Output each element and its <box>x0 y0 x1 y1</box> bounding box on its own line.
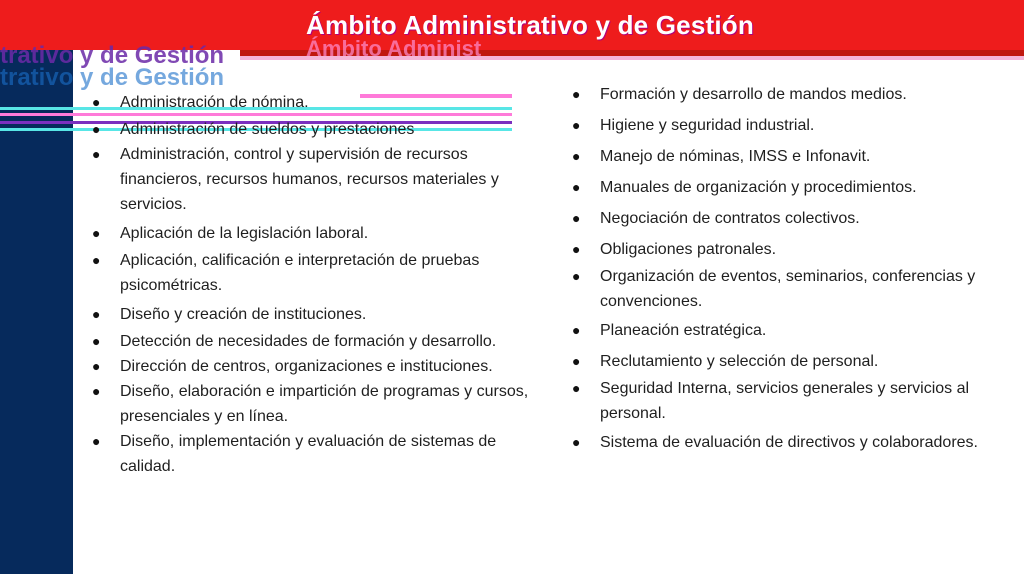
list-item: ● Diseño y creación de instituciones. <box>90 300 530 329</box>
list-item: ● Manejo de nóminas, IMSS e Infonavit. <box>570 142 1010 171</box>
list-item: ● Diseño, implementación y evaluación de sistemas de calidad. <box>90 429 530 479</box>
list-item: ● Administración de nómina. <box>90 88 530 117</box>
bullet-icon: ● <box>92 383 101 399</box>
bullet-icon: ● <box>92 121 101 137</box>
bullet-icon: ● <box>572 241 581 257</box>
bullet-icon: ● <box>92 225 101 241</box>
bullet-icon: ● <box>572 148 581 164</box>
bullet-icon: ● <box>572 86 581 102</box>
list-item: ● Manuales de organización y procedimientos. <box>570 173 1010 202</box>
list-item: ● Obligaciones patronales. <box>570 235 1010 264</box>
list-item: ● Administración de sueldos y prestaciones <box>90 117 530 142</box>
list-item: ● Reclutamiento y selección de personal. <box>570 347 1010 376</box>
bullet-icon: ● <box>92 252 101 268</box>
list-item: ● Sistema de evaluación de directivos y colaboradores. <box>570 428 1010 457</box>
bullet-icon: ● <box>572 179 581 195</box>
glitch-ghost-text-echo: trativo y de Gestión <box>0 64 225 91</box>
list-item: ● Negociación de contratos colectivos. <box>570 204 1010 233</box>
list-item: ● Dirección de centros, organizaciones e instituciones. <box>90 354 530 379</box>
list-item: ● Seguridad Interna, servicios generales y servicios al personal. <box>570 376 1010 426</box>
list-item: ● Aplicación, calificación e interpretación de pruebas psicométricas. <box>90 248 530 298</box>
left-bullet-list <box>90 88 530 479</box>
bullet-icon: ● <box>572 117 581 133</box>
bullet-icon: ● <box>572 322 581 338</box>
bullet-icon: ● <box>92 433 101 449</box>
bullet-icon: ● <box>92 146 101 162</box>
bullet-icon: ● <box>92 333 101 349</box>
slide-title: Ámbito Administrativo y de Gestión <box>306 10 754 40</box>
bullet-icon: ● <box>572 268 581 284</box>
glitch-ghost-title: Ámbito Administ <box>306 36 482 61</box>
bullet-icon: ● <box>92 306 101 322</box>
glitch-ghost-text: trativo y de Gestión <box>0 42 225 69</box>
bullet-icon: ● <box>572 353 581 369</box>
list-item: ● Diseño, elaboración e impartición de programas y cursos, presenciales y en línea. <box>90 379 530 429</box>
list-item: ● Higiene y seguridad industrial. <box>570 111 1010 140</box>
list-item: ● Administración, control y supervisión de recursos financieros, recursos humanos, recursos materiales y servicios. <box>90 142 530 217</box>
list-item: ● Organización de eventos, seminarios, conferencias y convenciones. <box>570 264 1010 314</box>
bullet-icon: ● <box>572 380 581 396</box>
bullet-icon: ● <box>92 358 101 374</box>
list-item: ● Detección de necesidades de formación y desarrollo. <box>90 329 530 354</box>
bullet-icon: ● <box>92 94 101 110</box>
bullet-icon: ● <box>572 434 581 450</box>
right-bullet-list <box>570 80 1010 457</box>
list-item: ● Formación y desarrollo de mandos medios. <box>570 80 1010 109</box>
list-item: ● Aplicación de la legislación laboral. <box>90 219 530 248</box>
bullet-icon: ● <box>572 210 581 226</box>
list-item: ● Planeación estratégica. <box>570 316 1010 345</box>
